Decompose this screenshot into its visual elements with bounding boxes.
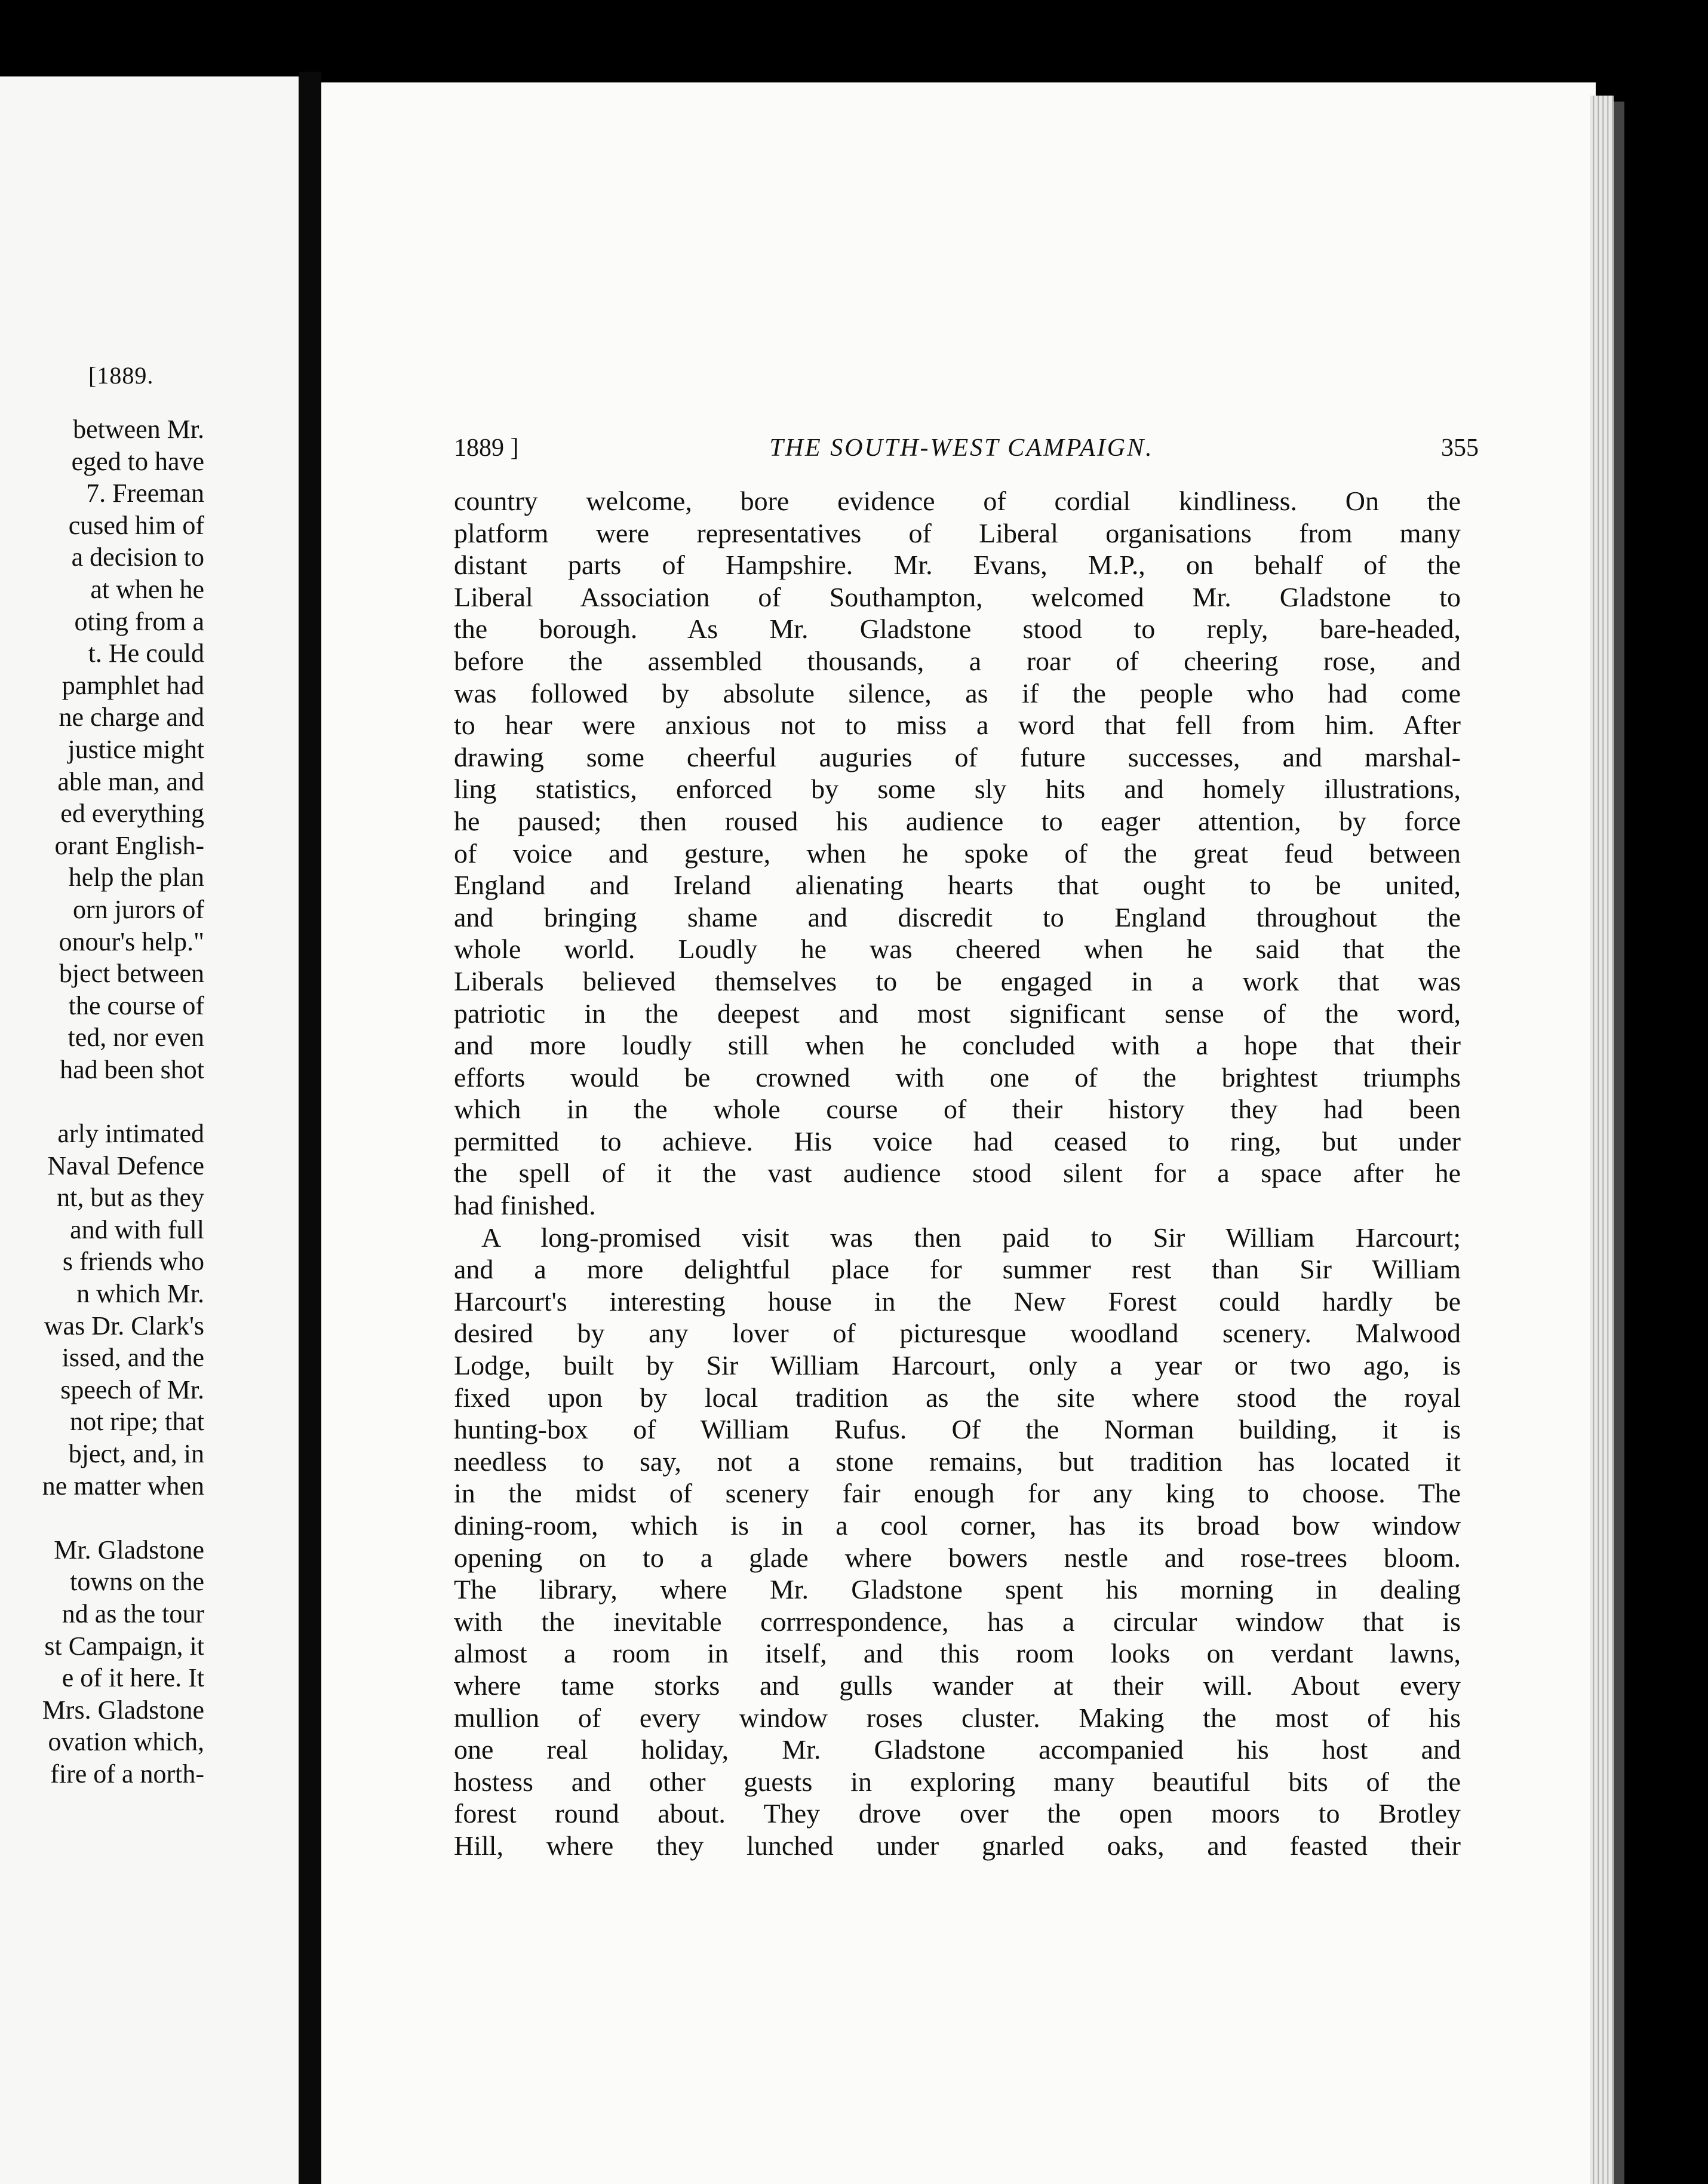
page-edges [1590, 96, 1614, 2184]
text-line: Hill, where they lunched under gnarled oaks, and feasted their [454, 1830, 1461, 1861]
book-cover-edge [1614, 102, 1624, 2184]
text-line: in the midst of scenery fair enough for any king to choose. The [454, 1478, 1461, 1509]
text-line: nd as the tour [62, 1599, 204, 1628]
text-line: mullion of every window roses cluster. Making the most of his [454, 1702, 1461, 1733]
text-line: hunting-box of William Rufus. Of the Norman building, it is [454, 1414, 1461, 1445]
text-line: ne charge and [59, 703, 204, 732]
text-line: had finished. [454, 1190, 596, 1221]
text-line: drawing some cheerful auguries of future successes, and marshal- [454, 741, 1461, 772]
running-head-year: 1889 ] [454, 434, 519, 462]
text-line: help the plan [68, 863, 204, 892]
text-line: to hear were anxious not to miss a word that fell from him. After [454, 710, 1461, 741]
book-gutter [299, 72, 321, 2184]
text-line: nt, but as they [57, 1183, 204, 1213]
text-line: between Mr. [73, 415, 204, 444]
text-line: almost a room in itself, and this room looks on verdant lawns, [454, 1638, 1461, 1669]
text-line: was Dr. Clark's [44, 1311, 204, 1341]
text-line: opening on to a glade where bowers nestle and rose-trees bloom. [454, 1542, 1461, 1573]
text-line: he paused; then roused his audience to eager attention, by force [454, 805, 1461, 836]
text-line: ne matter when [42, 1471, 204, 1501]
text-line: the borough. As Mr. Gladstone stood to reply, bare-headed, [454, 614, 1461, 645]
text-line: arly intimated [57, 1119, 204, 1149]
text-line: A long-promised visit was then paid to Sir William Harcourt; [481, 1222, 1461, 1253]
text-line: n which Mr. [76, 1279, 204, 1309]
line-gap [0, 1502, 204, 1534]
left-page-text [0, 413, 204, 1790]
text-line: st Campaign, it [44, 1631, 204, 1661]
text-line: cused him of [68, 510, 204, 540]
text-line: Liberals believed themselves to be engaged in a work that was [454, 965, 1461, 996]
running-head-title: THE SOUTH-WEST CAMPAIGN. [769, 434, 1154, 462]
text-line: whole world. Loudly he was cheered when he said that the [454, 934, 1461, 965]
text-line: towns on the [70, 1567, 204, 1597]
text-line: patriotic in the deepest and most significant sense of the word, [454, 998, 1461, 1029]
text-line: Harcourt's interesting house in the New Forest could hardly be [454, 1286, 1461, 1317]
text-line: bject, and, in [68, 1439, 204, 1468]
text-line: and with full [70, 1214, 204, 1244]
text-line: Mrs. Gladstone [42, 1695, 204, 1725]
text-line: speech of Mr. [60, 1375, 204, 1404]
text-line: of voice and gesture, when he spoke of the great feud between [454, 838, 1461, 869]
text-line: needless to say, not a stone remains, but tradition has located it [454, 1446, 1461, 1477]
text-line: at when he [90, 574, 204, 604]
text-line: was followed by absolute silence, as if the people who had come [454, 677, 1461, 708]
text-line: the spell of it the vast audience stood silent for a space after he [454, 1158, 1461, 1189]
text-line: distant parts of Hampshire. Mr. Evans, M.P., on behalf of the [454, 550, 1461, 581]
text-line: Liberal Association of Southampton, welcomed Mr. Gladstone to [454, 581, 1461, 612]
text-line: before the assembled thousands, a roar of cheering rose, and [454, 645, 1461, 676]
running-head [454, 434, 1479, 470]
text-line: not ripe; that [70, 1407, 204, 1437]
text-line: one real holiday, Mr. Gladstone accompanied his host and [454, 1734, 1461, 1765]
left-facing-page [0, 76, 299, 2184]
left-page-header: [1889. [88, 362, 154, 389]
page-number: 355 [1441, 434, 1479, 462]
text-line: e of it here. It [62, 1663, 204, 1693]
text-line: platform were representatives of Liberal organisations from many [454, 517, 1461, 548]
text-line: oting from a [74, 606, 204, 636]
text-line: ovation which, [48, 1727, 204, 1757]
text-line: Lodge, built by Sir William Harcourt, only a year or two ago, is [454, 1350, 1461, 1381]
text-line: issed, and the [62, 1343, 204, 1373]
text-line: pamphlet had [62, 670, 204, 700]
text-line: ted, nor even [67, 1023, 204, 1053]
text-line: country welcome, bore evidence of cordial kindliness. On the [454, 486, 1461, 516]
text-line: forest round about. They drove over the open moors to Brotley [454, 1798, 1461, 1829]
text-line: orant English- [54, 830, 204, 860]
text-line: efforts would be crowned with one of the brightest triumphs [454, 1062, 1461, 1093]
text-line: eged to have [71, 446, 204, 476]
text-line: which in the whole course of their history they had been [454, 1094, 1461, 1125]
text-line: Naval Defence [47, 1151, 204, 1180]
text-line: Mr. Gladstone [54, 1535, 204, 1565]
text-line: fire of a north- [50, 1759, 204, 1789]
text-line: s friends who [62, 1247, 204, 1277]
text-line: permitted to achieve. His voice had ceased to ring, but under [454, 1125, 1461, 1157]
text-line: and more loudly still when he concluded with a hope that their [454, 1030, 1461, 1061]
text-line: where tame storks and gulls wander at their will. About every [454, 1670, 1461, 1701]
text-line: justice might [67, 734, 204, 764]
right-page [321, 82, 1596, 2184]
text-line: ed everything [60, 799, 204, 829]
text-line: hostess and other guests in exploring many beautiful bits of the [454, 1766, 1461, 1797]
text-line: England and Ireland alienating hearts that ought to be united, [454, 870, 1461, 901]
text-line: with the inevitable corrrespondence, has a circular window that is [454, 1606, 1461, 1637]
text-line: the course of [68, 990, 204, 1020]
text-line: t. He could [88, 639, 204, 668]
text-line: and bringing shame and discredit to England throughout the [454, 901, 1461, 933]
text-line: a decision to [71, 542, 204, 572]
text-line: The library, where Mr. Gladstone spent his morning in dealing [454, 1574, 1461, 1605]
text-line: 7. Freeman [86, 478, 204, 508]
text-line: dining-room, which is in a cool corner, has its broad bow window [454, 1510, 1461, 1541]
text-line: able man, and [57, 766, 204, 796]
text-line: had been shot [60, 1054, 204, 1084]
line-gap [0, 1085, 204, 1118]
body-text [454, 485, 1461, 1862]
text-line: bject between [59, 959, 204, 989]
text-line: desired by any lover of picturesque woodland scenery. Malwood [454, 1318, 1461, 1349]
text-line: ling statistics, enforced by some sly hits and homely illustrations, [454, 774, 1461, 805]
text-line: and a more delightful place for summer rest than Sir William [454, 1254, 1461, 1285]
text-line: orn jurors of [73, 894, 204, 924]
text-line: onour's help." [59, 927, 204, 956]
text-line: fixed upon by local tradition as the site where stood the royal [454, 1382, 1461, 1413]
